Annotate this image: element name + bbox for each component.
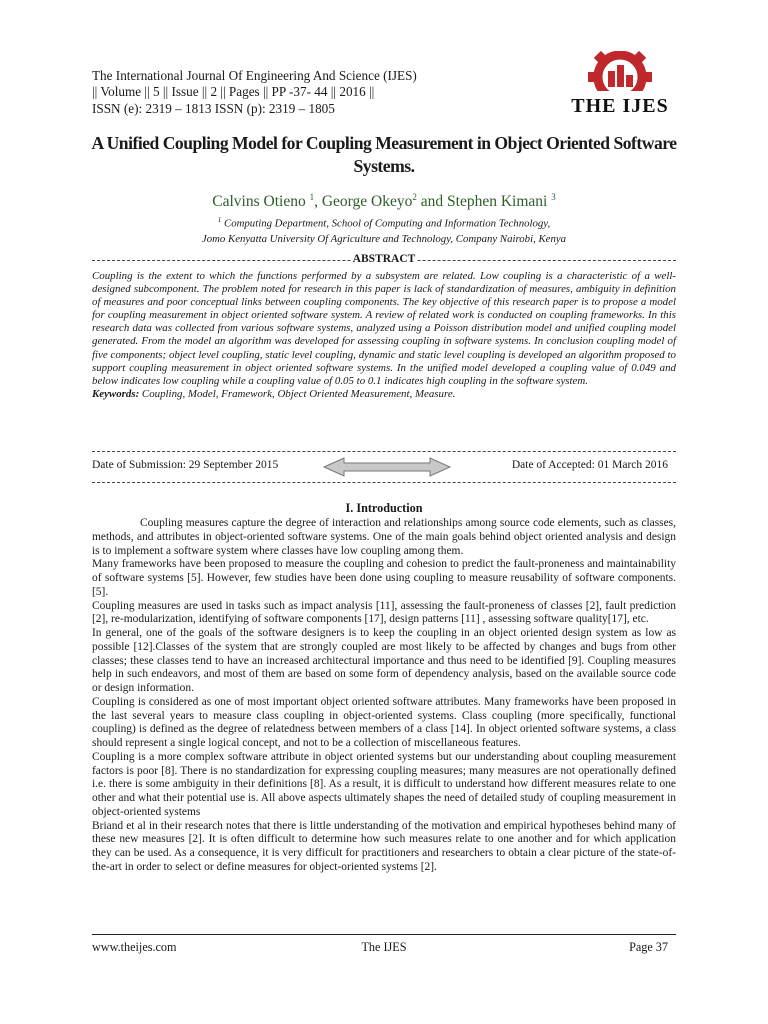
paragraph: Coupling measures are used in tasks such as impact analysis [11], assessing the fault-proneness of classes [2], fault prediction [2], re-modularization, identifying of software components [17], design patterns [11] , assessing software quality[17], etc. <box>92 599 676 626</box>
author-name: Stephen Kimani <box>447 193 552 211</box>
keywords-text: Coupling, Model, Framework, Object Oriented Measurement, Measure. <box>139 387 456 400</box>
author-name: Calvins Otieno <box>212 193 310 211</box>
dates-row <box>92 457 676 477</box>
author-list <box>60 192 708 211</box>
accepted-date: Date of Accepted: 01 March 2016 <box>511 459 668 471</box>
author-affiliation-mark: 2 <box>412 192 417 202</box>
paragraph: Many frameworks have been proposed to measure the coupling and cohesion to predict the fault-proneness and maintainability of software systems [5]. However, few studies have been done using coupling to measure reusability of software components.[5]. <box>92 558 676 598</box>
affiliation-line: Jomo Kenyatta University Of Agriculture and Technology, Company Nairobi, Kenya <box>201 232 567 245</box>
paragraph: Coupling is considered as one of most important object oriented software attributes. Many frameworks have been proposed in the last several years to measure class coupling in object-oriented systems. Class coupling (more specifically, functional coupling) is defined as the degree of relatedness between members of a class [14]. In object oriented software systems, a class should represent a single logical concept, and not to be a collection of miscellaneous features. <box>92 695 676 749</box>
journal-volume-line: || Volume || 5 || Issue || 2 || Pages || PP -37- 44 || 2016 || <box>92 84 375 100</box>
author-name: George Okeyo <box>321 193 413 211</box>
abstract-heading-text: ABSTRACT <box>352 253 416 265</box>
introduction-body <box>92 517 676 875</box>
submission-date: Date of Submission: 29 September 2015 <box>92 459 279 471</box>
journal-header <box>92 68 417 117</box>
divider <box>92 451 676 452</box>
author-affiliation-mark: 1 <box>309 192 315 202</box>
abstract-text: Coupling is the extent to which the functions performed by a subsystem are related. Low coupling is a characteristic of a well-designed subcomponent. The problem noted for research in this paper is lack of standardization of measures, ambiguity in definition of measures and poor conceptual links between coupling components. The key objective of this research paper is to propose a model for coupling measurement in object oriented software system. A review of related work is conducted on coupling frameworks. In this research data was collected from various software systems, analyzed using a Poisson distribution model and unified coupling model generated. From the model an algorithm was developed for assessing coupling in software systems. In conclusion coupling model of five components; object level coupling, static level coupling, dynamic and static level coupling is developed an algorithm proposed to support coupling measurement in object oriented software systems. In the unified model developed a coupling value of 0.049 and below indicates low coupling while a coupling value of 0.05 to 0.1 indicates high coupling in the software system. <box>92 270 676 387</box>
ijes-logo <box>567 51 673 121</box>
affiliation-line: Computing Department, School of Computing and Information Technology, <box>221 217 551 230</box>
logo-text: THE IJES <box>571 95 669 117</box>
paragraph: Coupling is a more complex software attribute in object oriented systems but our understanding about coupling measurement factors is poor [8]. There is no standardization for expressing coupling measures; many measures are not operationally defined i.e. there is some ambiguity in their definitions [8]. As a result, it is difficult to understand how different measures relate to one other and what their potential use is. All above aspects ultimately shapes the need of detailed study of coupling measurement in object-oriented systems <box>92 750 676 818</box>
author-affiliation-mark: 3 <box>551 192 556 202</box>
footer-journal: The IJES <box>361 940 407 954</box>
divider <box>92 482 676 483</box>
paper-title: A Unified Coupling Model for Coupling Measurement in Object Oriented Software Systems. <box>91 133 677 176</box>
page-number: Page 37 <box>629 940 668 954</box>
paragraph: In general, one of the goals of the software designers is to keep the coupling in an object oriented design system as low as possible [12].Classes of the system that are strongly coupled are most likely to be affected by changes and bugs from other classes; these classes tend to have an increased architectural importance and thus need to be identified [9]. Coupling measures help in such endeavors, and most of them are based on some form of dependency analysis, based on the available source code or design information. <box>92 627 676 694</box>
affiliation-mark: 1 <box>217 216 222 224</box>
abstract-heading <box>0 253 768 265</box>
journal-name: The International Journal Of Engineering And Science (IJES) <box>92 68 417 83</box>
paragraph: Coupling measures capture the degree of interaction and relationships among source code elements, such as classes, methods, and attributes in object-oriented software systems. One of the main goals behind object oriented analysis and design is to implement a software system where classes have low coupling among them. <box>92 517 676 557</box>
footer-rule <box>92 934 676 935</box>
author-separator: , <box>314 193 322 211</box>
abstract-body <box>92 270 676 401</box>
double-arrow-icon <box>322 457 452 477</box>
affiliation <box>60 213 708 247</box>
author-separator: and <box>416 193 448 211</box>
footer-website-link[interactable]: www.theijes.com <box>92 940 177 954</box>
journal-issn-line: ISSN (e): 2319 – 1813 ISSN (p): 2319 – 1805 <box>92 100 335 116</box>
keywords-label: Keywords: <box>92 387 140 400</box>
paragraph: Briand et al in their research notes that there is little understanding of the motivation and empirical hypotheses behind many of these new measures [2]. It is often difficult to determine how such measures relate to one another and for which application they can be used. As a consequence, it is very difficult for practitioners and researchers to obtain a clear picture of the state-of-the-art in order to select or define measures for object-oriented systems [2]. <box>92 819 676 873</box>
section-heading: I. Introduction <box>345 501 423 515</box>
